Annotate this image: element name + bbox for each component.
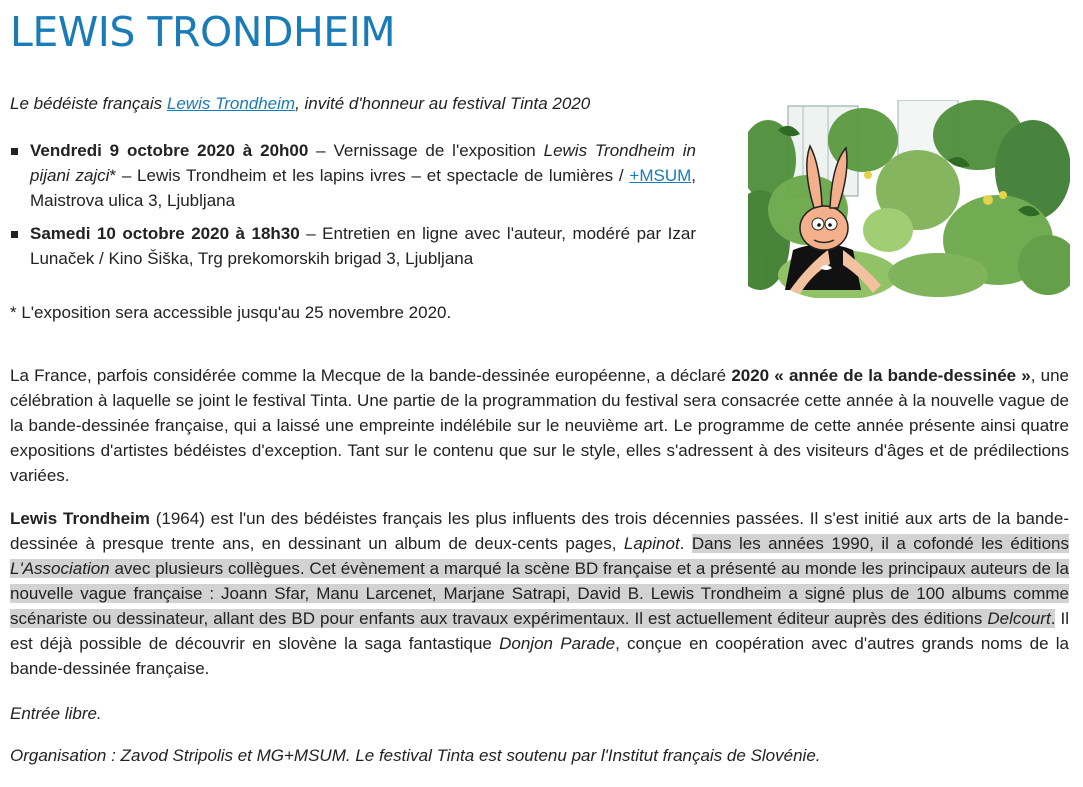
author-link[interactable]: Lewis Trondheim [166,94,296,113]
subtitle-suffix: , invité d'honneur au festival Tinta 2020 [295,94,591,113]
event-text: – Vernissage de l'exposition [308,141,544,160]
para-text: Dans les années 1990, il a cofondé les éditions [691,534,1069,553]
para-italic: Lapinot [623,534,680,553]
para-text: Il est déjà possible de découvrir en slovène la saga fantastique [10,609,1069,653]
msum-link[interactable]: +MSUM [629,166,692,185]
para-italic: Donjon Parade [499,634,616,653]
page-title: LEWIS TRONDHEIM [10,8,396,56]
event-date: Vendredi 9 octobre 2020 à 20h00 [30,141,309,160]
event-item [10,138,696,213]
event-date: Samedi 10 octobre 2020 à 18h30 [30,224,300,243]
para-text: , conçue en coopération avec d'autres grands noms de la bande-dessinée française. [10,634,1069,678]
intro-paragraph [10,363,1069,488]
subtitle-prefix: Le bédéiste français [10,94,167,113]
event-item [10,221,696,271]
event-text: – Entretien en ligne avec l'auteur, modéré par Izar Lunaček / Kino Šiška, Trg prekomorskih brigad 3, Ljubljana [30,224,696,268]
para-text: La France, parfois considérée comme la Mecque de la bande-dessinée européenne, a déclaré [10,366,732,385]
event-location: , Maistrova ulica 3, Ljubljana [30,166,696,210]
bio-paragraph [10,506,1069,681]
free-entry-note: Entrée libre. [10,704,102,723]
events-list [10,138,696,279]
exhibition-title: Lewis Trondheim in pijani zajci [30,141,696,185]
para-text: (1964) est l'un des bédéistes français les plus influents des trois décennies passées. Il s'est initié aux arts de la bande-dessinée à presque trente ans, en dessinant un album de deux-cents pages, [10,509,1069,553]
para-bold: 2020 « année de la bande-dessinée » [731,366,1031,385]
para-text: . [679,534,692,553]
para-text: . [1050,609,1056,628]
organisation-note: Organisation : Zavod Stripolis et MG+MSUM. Le festival Tinta est soutenu par l'Institut français de Slovénie. [10,746,821,765]
para-text: avec plusieurs collègues. Cet évènement a marqué la scène BD française et a présenté au monde les principaux auteurs de la nouvelle vague française : Joann Sfar, Manu Larcenet, Marjane Satrapi, David B. Lewis Trondheim a signé plus de 100 albums comme scénariste ou dessinateur, allant des BD pour enfants aux travaux expérimentaux. Il est actuellement éditeur auprès des éditions [10,559,1069,628]
para-text: , une célébration à laquelle se joint le festival Tinta. Une partie de la programmation du festival sera consacrée cette année à la nouvelle vague de la bande-dessinée française, qui a laissé une empreinte indélébile sur le neuvième art. Le programme de cette année présente ainsi quatre expositions d'artistes bédéistes d'exception. Tant sur le contenu que sur le style, elles s'adressent à des visiteurs d'âges et de prédilections variées. [10,366,1070,485]
event-text: * – Lewis Trondheim et les lapins ivres – et spectacle de lumières / [109,166,630,185]
para-italic: Delcourt [987,609,1051,628]
rabbit-comic-illustration [748,100,1070,298]
para-bold: Lewis Trondheim [10,509,150,528]
para-italic: L'Association [10,559,110,578]
subtitle [10,92,710,116]
footnote: * L'exposition sera accessible jusqu'au 25 novembre 2020. [10,303,452,322]
